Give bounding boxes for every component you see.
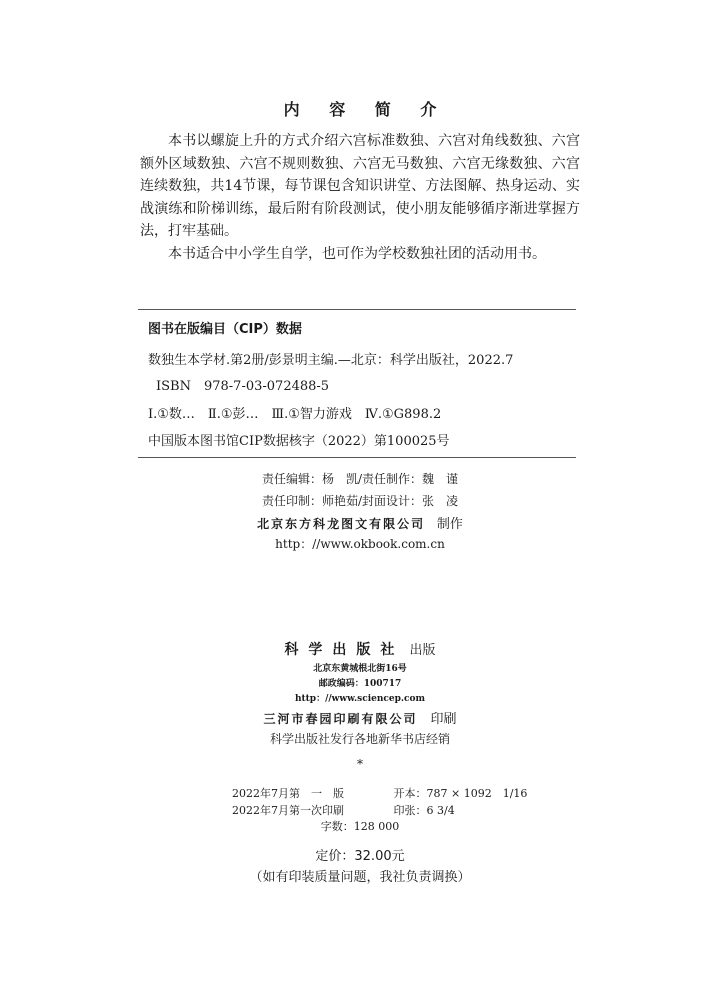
printing-text: 2022年7月第一次印刷 — [232, 804, 344, 817]
publisher-website: http：//www.sciencep.com — [294, 694, 426, 704]
cip-bottom-rule — [138, 457, 576, 458]
publisher-name: 科学出版社 — [284, 642, 405, 658]
format-text: 开本：787 × 1092 1/16 — [393, 787, 528, 800]
intro-paragraph: 本书以螺旋上升的方式介绍六宫标准数独、六宫对角线数独、六宫额外区域数独、六宫不规则数独、六宫无马数独、六宫无缘数独、六宫连续数独，共14节课，每节课包含知识讲堂、方法图解、热身运动、实战演练和阶梯训练，最后附有阶段测试，使小朋友能够循序渐进掌握方法，打牢基础。 — [140, 133, 580, 240]
publisher-address: 北京东黄城根北街16号 — [313, 664, 407, 674]
spec-row-edition — [232, 785, 527, 801]
quality-note: （如有印装质量问题，我社负责调换） — [249, 870, 471, 885]
producer-role: 制作 — [436, 517, 463, 532]
edition-text: 2022年7月第 一 版 — [232, 787, 344, 800]
publisher-postcode: 邮政编码：100717 — [318, 679, 402, 689]
printer-role: 印刷 — [430, 712, 457, 727]
word-count: 字数：128 000 — [320, 820, 400, 833]
producer-website: http：//www.okbook.com.cn — [275, 537, 445, 551]
intro-body — [140, 130, 580, 266]
publisher-role: 出版 — [409, 643, 436, 658]
sheets-text: 印张：6 3/4 — [393, 804, 455, 817]
cip-heading: 图书在版编目（CIP）数据 — [148, 322, 302, 337]
credit-editor-line: 责任编辑：杨 凯/责任制作：魏 谨 — [261, 472, 459, 486]
intro-title: 内 容 简 介 — [283, 100, 449, 119]
printer-line — [0, 708, 720, 727]
printer-name: 三河市春园印刷有限公司 — [263, 712, 418, 726]
cip-line-classification: Ⅰ.①数… Ⅱ.①彭… Ⅲ.①智力游戏 Ⅳ.①G898.2 — [148, 407, 442, 422]
producer-name: 北京东方科龙图文有限公司 — [257, 517, 426, 531]
intro-paragraph: 本书适合中小学生自学，也可作为学校数独社团的活动用书。 — [168, 245, 546, 262]
cip-top-rule — [138, 309, 576, 310]
distribution-line: 科学出版社发行各地新华书店经销 — [269, 732, 450, 746]
spec-row-printing — [232, 802, 455, 818]
cip-line-record: 中国版本图书馆CIP数据核字（2022）第100025号 — [148, 434, 450, 449]
cip-line-isbn: ISBN 978-7-03-072488-5 — [156, 379, 330, 394]
cip-line-title: 数独生本学材.第2册/彭景明主编.—北京：科学出版社，2022.7 — [148, 353, 514, 368]
publisher-line — [0, 639, 720, 659]
credit-producer — [0, 513, 720, 532]
separator-star: * — [357, 757, 363, 771]
credit-print-line: 责任印制：师艳茹/封面设计：张 凌 — [261, 494, 459, 508]
price-label: 定价：32.00元 — [315, 849, 405, 864]
